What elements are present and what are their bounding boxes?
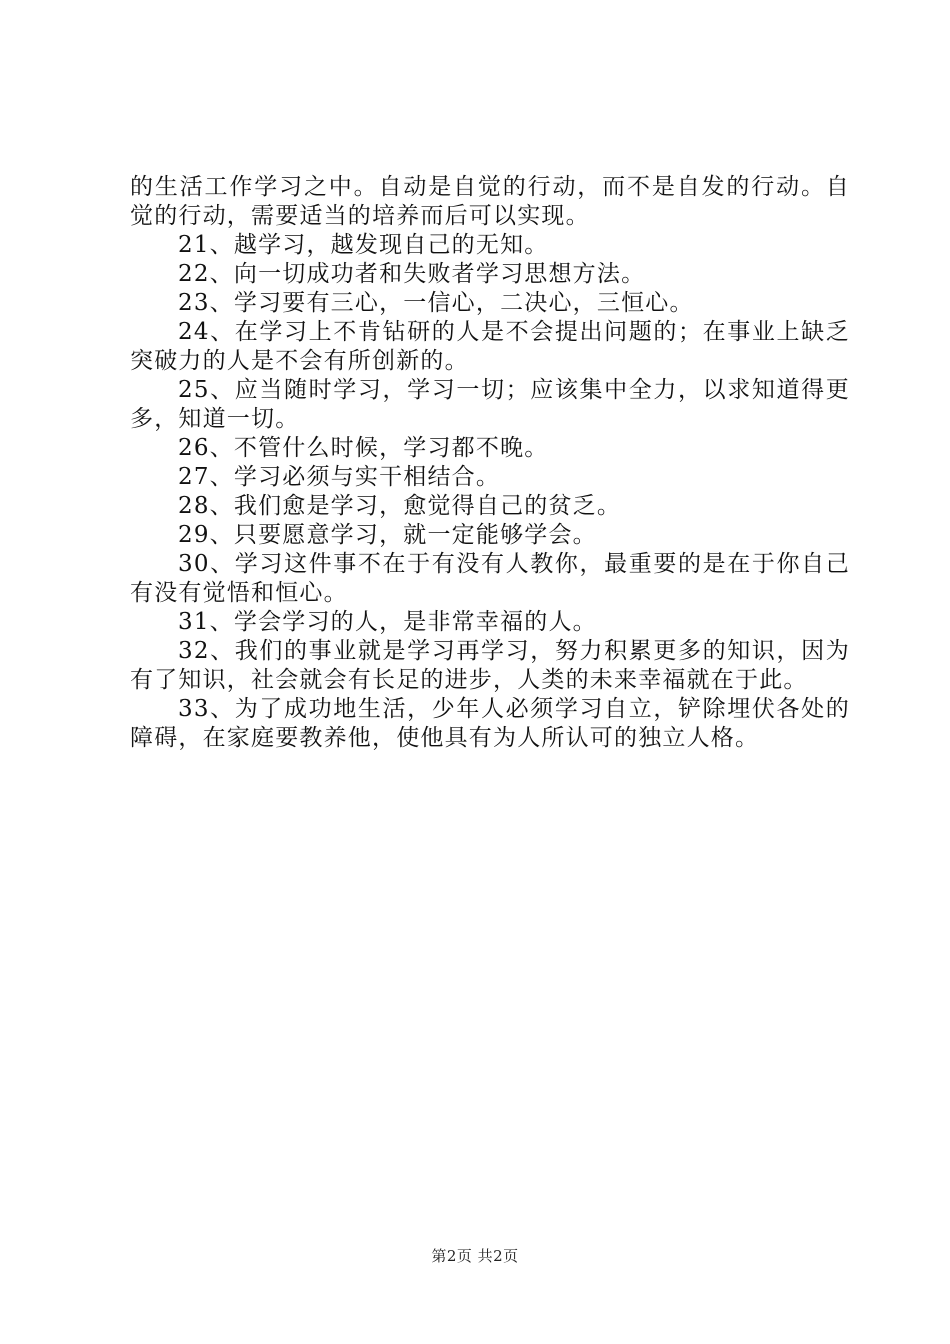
paragraph-continuation: 的生活工作学习之中。自动是自觉的行动，而不是自发的行动。自觉的行动，需要适当的培养而后可以实现。 [130,174,850,229]
paragraph-item-26: 26、不管什么时候，学习都不晚。 [178,435,549,461]
paragraph-item-29: 29、只要愿意学习，就一定能够学会。 [178,522,597,548]
page-footer [0,1245,950,1266]
page-number-label: 第2页 共2页 [431,1247,519,1265]
paragraph-item-27: 27、学习必须与实干相结合。 [178,464,501,490]
paragraph-item-24: 24、在学习上不肯钻研的人是不会提出问题的；在事业上缺乏突破力的人是不会有所创新的。 [130,319,850,374]
paragraph-item-25: 25、应当随时学习，学习一切；应该集中全力，以求知道得更多，知道一切。 [130,377,850,432]
paragraph-item-31: 31、学会学习的人，是非常幸福的人。 [178,609,597,635]
paragraph-item-32: 32、我们的事业就是学习再学习，努力积累更多的知识，因为有了知识，社会就会有长足的进步，人类的未来幸福就在于此。 [130,638,850,693]
paragraph-item-23: 23、学习要有三心，一信心，二决心，三恒心。 [178,290,694,316]
paragraph-item-28: 28、我们愈是学习，愈觉得自己的贫乏。 [178,493,622,519]
paragraph-item-33: 33、为了成功地生活，少年人必须学习自立，铲除埋伏各处的障碍，在家庭要教养他，使他具有为人所认可的独立人格。 [130,696,850,751]
paragraph-item-21: 21、越学习，越发现自己的无知。 [178,232,549,258]
document-body [130,173,850,753]
paragraph-item-30: 30、学习这件事不在于有没有人教你，最重要的是在于你自己有没有觉悟和恒心。 [130,551,850,606]
paragraph-item-22: 22、向一切成功者和失败者学习思想方法。 [178,261,646,287]
